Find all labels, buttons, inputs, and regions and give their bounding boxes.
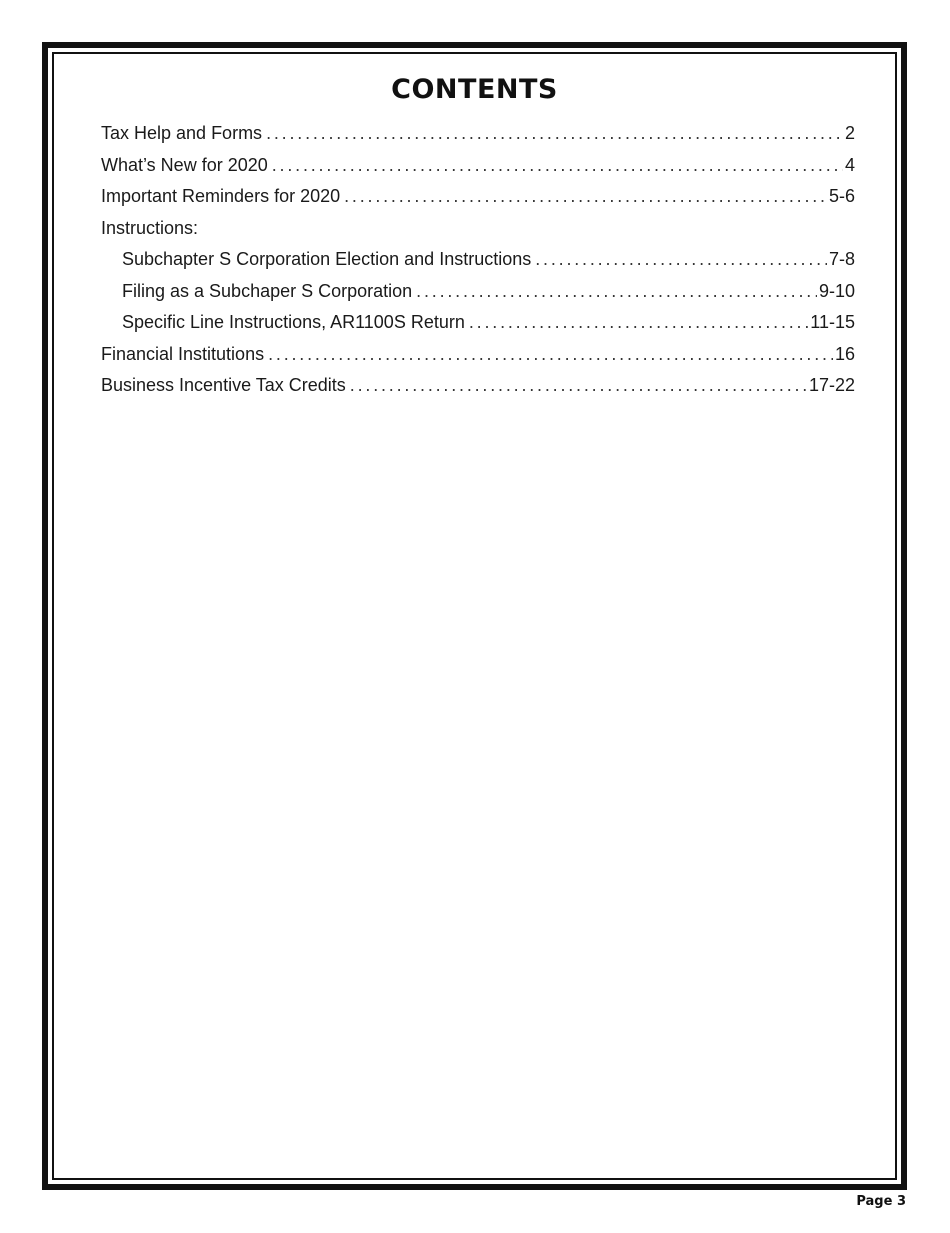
- toc-entry-tax-help[interactable]: [101, 118, 855, 150]
- toc-entry-subchapter-s-election[interactable]: [101, 244, 855, 276]
- toc-entry-business-incentive-credits[interactable]: [101, 370, 855, 402]
- dot-leader: [268, 339, 833, 371]
- toc-entry-label: Financial Institutions: [101, 343, 265, 364]
- page-title: CONTENTS: [391, 74, 558, 105]
- dot-leader: [272, 150, 843, 182]
- toc-section-label: Instructions:: [101, 217, 199, 238]
- toc-entry-page: 11-15: [810, 312, 855, 332]
- page-border-outer: [42, 42, 907, 1190]
- toc-entry-financial-institutions[interactable]: [101, 339, 855, 371]
- toc-entry-page: 7-8: [828, 249, 855, 269]
- toc-entry-specific-line-instructions[interactable]: [101, 307, 855, 339]
- toc-entry-label: Tax Help and Forms: [101, 123, 263, 143]
- dot-leader: [266, 118, 843, 150]
- toc-entry-label: What’s New for 2020: [101, 154, 268, 175]
- dot-leader: [416, 276, 817, 308]
- table-of-contents: [101, 118, 855, 402]
- toc-entry-page: 16: [834, 343, 855, 364]
- toc-section-heading-instructions: [101, 213, 855, 245]
- toc-entry-page: 2: [844, 123, 855, 143]
- dot-leader: [344, 181, 827, 213]
- toc-entry-page: 9-10: [818, 280, 855, 301]
- dot-leader: [469, 307, 808, 339]
- toc-entry-label: Important Reminders for 2020: [101, 186, 341, 206]
- toc-entry-page: 5-6: [828, 186, 855, 206]
- toc-entry-label: Business Incentive Tax Credits: [101, 375, 346, 395]
- page-border-inner: [52, 52, 897, 1180]
- toc-entry-page: 4: [844, 154, 855, 175]
- toc-entry-page: 17-22: [808, 375, 855, 395]
- dot-leader: [535, 244, 827, 276]
- toc-entry-important-reminders[interactable]: [101, 181, 855, 213]
- dot-leader: [350, 370, 807, 402]
- toc-entry-whats-new[interactable]: [101, 150, 855, 182]
- toc-entry-filing-subchapter-s[interactable]: [101, 276, 855, 308]
- page-number: Page 3: [856, 1194, 906, 1209]
- toc-entry-label: Filing as a Subchaper S Corporation: [122, 280, 413, 301]
- toc-entry-label: Specific Line Instructions, AR1100S Return: [122, 312, 465, 332]
- toc-entry-label: Subchapter S Corporation Election and Instructions: [122, 249, 532, 269]
